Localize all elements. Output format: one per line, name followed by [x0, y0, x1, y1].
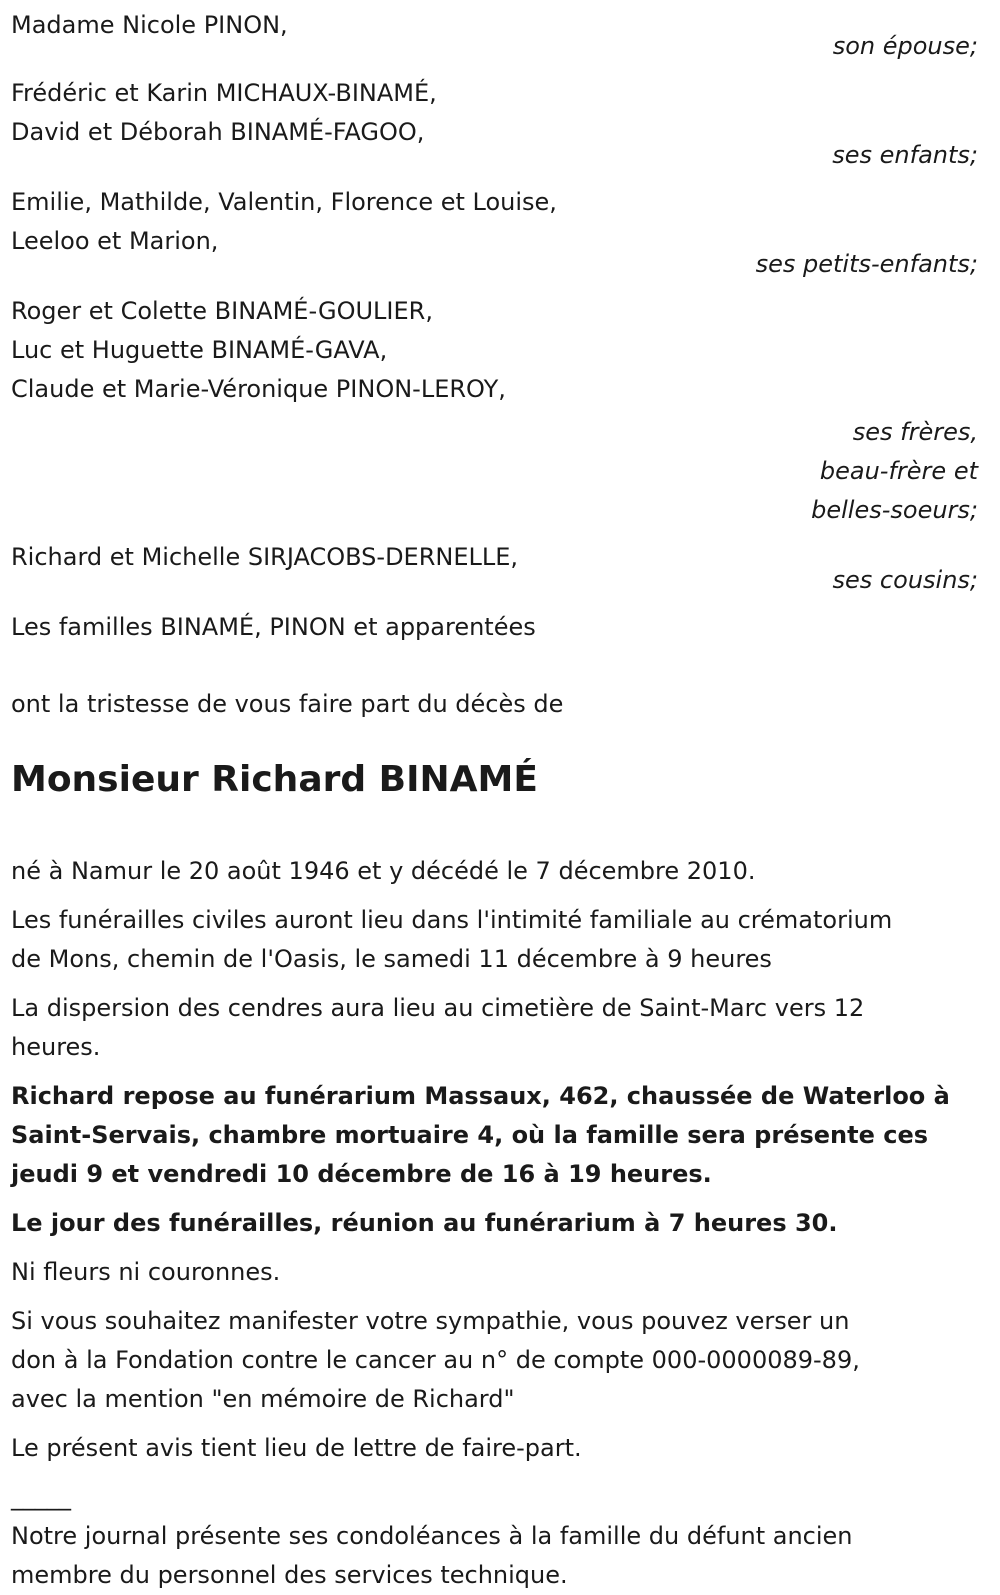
announcement-intro: ont la tristesse de vous faire part du décès de — [11, 690, 564, 718]
family-name-line: Claude et Marie-Véronique PINON-LEROY, — [11, 375, 506, 403]
family-group-siblings — [11, 292, 978, 530]
family-name-line: Madame Nicole PINON, — [11, 11, 288, 39]
funerarium-info: Richard repose au funérarium Massaux, 462, chaussée de Waterloo à Saint-Servais, chambre mortuaire 4, où la famille sera présente ces jeudi 9 et vendredi 10 décembre de 16 à 19 heures. — [11, 1082, 950, 1188]
family-role: ses enfants; — [832, 141, 978, 169]
notice-statement: Le présent avis tient lieu de lettre de faire-part. — [11, 1434, 582, 1462]
funeral-info: Les funérailles civiles auront lieu dans l'intimité familiale au crématorium de Mons, chemin de l'Oasis, le samedi 11 décembre à 9 heures — [11, 906, 893, 973]
family-name-line: Roger et Colette BINAMÉ-GOULIER, — [11, 297, 433, 325]
family-role: ses cousins; — [832, 566, 978, 594]
family-name-line: David et Déborah BINAMÉ-FAGOO, — [11, 118, 425, 146]
family-name-line: Frédéric et Karin MICHAUX-BINAMÉ, — [11, 79, 437, 107]
family-name-line: Leeloo et Marion, — [11, 227, 219, 255]
family-group-grandchildren — [11, 183, 978, 284]
family-role: beau-frère et — [819, 457, 978, 485]
family-group-cousins — [11, 538, 978, 600]
family-name-line: Luc et Huguette BINAMÉ-GAVA, — [11, 336, 388, 364]
family-role: ses frères, — [852, 418, 978, 446]
funeral-meeting-info: Le jour des funérailles, réunion au funérarium à 7 heures 30. — [11, 1209, 838, 1237]
donation-info: Si vous souhaitez manifester votre sympathie, vous pouvez verser un don à la Fondation contre le cancer au n° de compte 000-0000089-89, avec la mention "en mémoire de Richard" — [11, 1307, 860, 1413]
newspaper-condolences: Notre journal présente ses condoléances à la famille du défunt ancien membre du personnel des services technique. — [11, 1522, 853, 1589]
family-group-relatives — [11, 608, 978, 647]
family-role: son épouse; — [832, 32, 978, 60]
family-name-line: Richard et Michelle SIRJACOBS-DERNELLE, — [11, 543, 519, 571]
birth-death-info: né à Namur le 20 août 1946 et y décédé le 7 décembre 2010. — [11, 857, 756, 885]
deceased-name: Monsieur Richard BINAMÉ — [11, 759, 538, 800]
family-name-line: Emilie, Mathilde, Valentin, Florence et Louise, — [11, 188, 557, 216]
no-flowers-note: Ni fleurs ni couronnes. — [11, 1258, 281, 1286]
ashes-dispersion-info: La dispersion des cendres aura lieu au cimetière de Saint-Marc vers 12 heures. — [11, 994, 865, 1061]
family-group-spouse — [11, 6, 978, 66]
family-name-line: Les familles BINAMÉ, PINON et apparentées — [11, 613, 536, 641]
family-group-children — [11, 74, 978, 175]
separator: _____ — [11, 1483, 71, 1511]
family-role: ses petits-enfants; — [755, 250, 978, 278]
family-role: belles-soeurs; — [811, 496, 978, 524]
